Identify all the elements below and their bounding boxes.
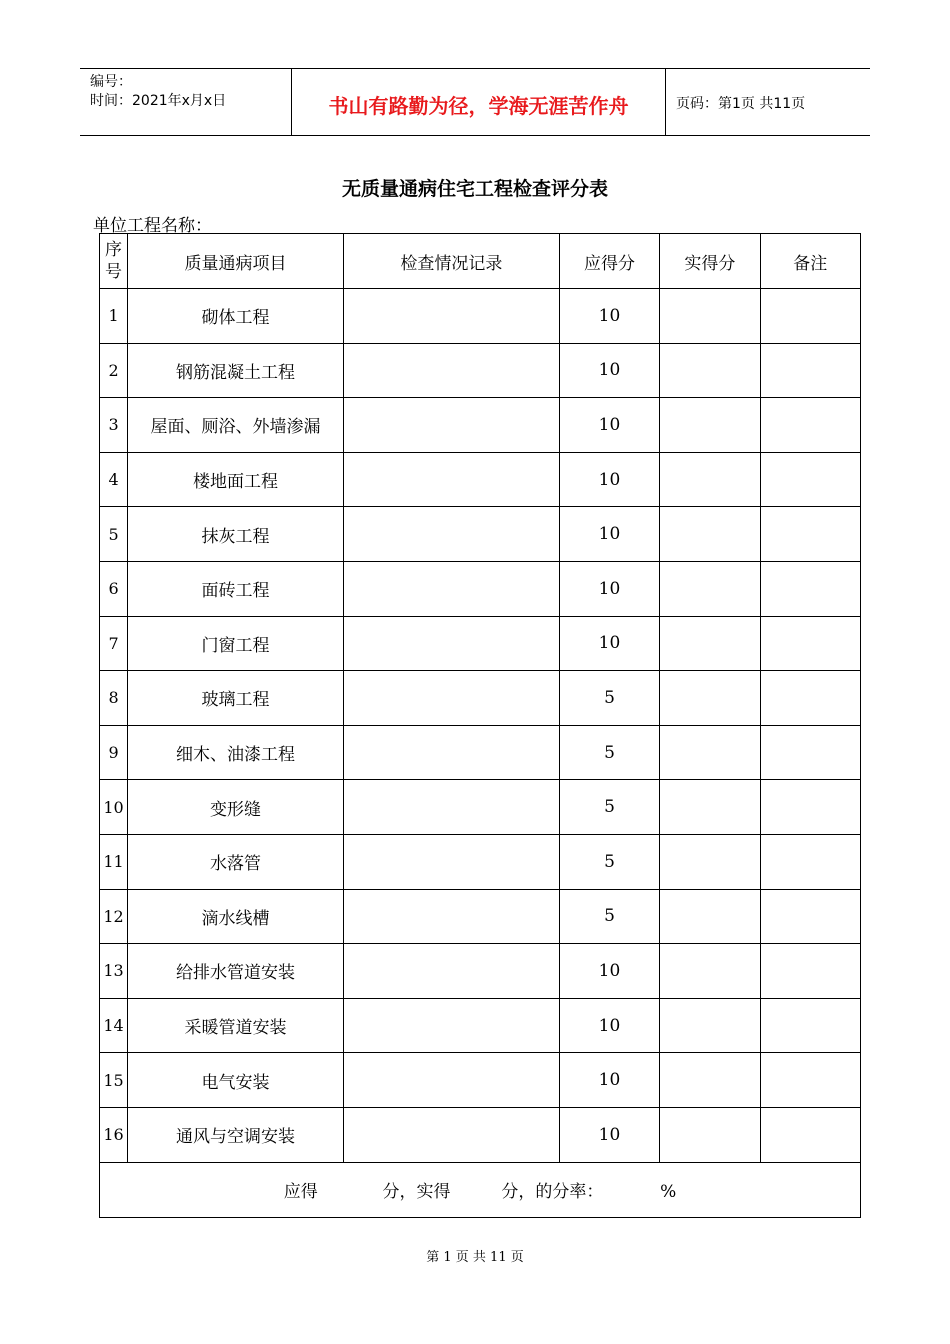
row-actual[interactable] [660,561,760,616]
row-actual[interactable] [660,780,760,835]
summary-percent: % [660,1182,677,1202]
row-record[interactable] [343,780,559,835]
time-label: 时间：2021年x月x日 [90,93,227,109]
document-header [80,68,870,136]
row-item: 钢筋混凝土工程 [128,343,344,398]
row-item: 电气安装 [128,1053,344,1108]
table-row [100,725,861,780]
table-row [100,398,861,453]
row-actual[interactable] [660,944,760,999]
row-note[interactable] [760,1107,860,1162]
row-note[interactable] [760,671,860,726]
header-no: 序号 [100,234,128,289]
row-actual[interactable] [660,452,760,507]
table-row [100,889,861,944]
table-row [100,289,861,344]
row-no: 11 [100,834,128,889]
row-due: 10 [559,343,659,398]
row-no: 6 [100,561,128,616]
row-actual[interactable] [660,343,760,398]
row-note[interactable] [760,834,860,889]
row-note[interactable] [760,1053,860,1108]
row-item: 抹灰工程 [128,507,344,562]
row-actual[interactable] [660,671,760,726]
header-due: 应得分 [559,234,659,289]
header-page-info: 页码：第1页 共11页 [666,69,871,136]
row-item: 楼地面工程 [128,452,344,507]
row-record[interactable] [343,671,559,726]
table-row [100,452,861,507]
document-title: 无质量通病住宅工程检查评分表 [341,178,608,200]
row-note[interactable] [760,725,860,780]
row-item: 采暖管道安装 [128,998,344,1053]
row-actual[interactable] [660,289,760,344]
table-row [100,343,861,398]
row-due: 10 [559,998,659,1053]
header-record: 检查情况记录 [343,234,559,289]
row-due: 5 [559,671,659,726]
row-actual[interactable] [660,1107,760,1162]
score-table [99,233,861,1218]
row-due: 10 [559,507,659,562]
summary-cell [100,1162,861,1217]
table-header-row [100,234,861,289]
row-record[interactable] [343,343,559,398]
row-note[interactable] [760,343,860,398]
header-motto: 书山有路勤为径，学海无涯苦作舟 [292,69,666,136]
row-note[interactable] [760,561,860,616]
row-record[interactable] [343,1107,559,1162]
header-meta [80,69,292,136]
row-no: 5 [100,507,128,562]
summary-rate-label: 分，的分率： [501,1182,604,1202]
row-no: 15 [100,1053,128,1108]
row-no: 12 [100,889,128,944]
row-no: 1 [100,289,128,344]
table-row [100,616,861,671]
row-record[interactable] [343,398,559,453]
row-item: 通风与空调安装 [128,1107,344,1162]
row-item: 水落管 [128,834,344,889]
row-note[interactable] [760,998,860,1053]
row-no: 13 [100,944,128,999]
row-item: 砌体工程 [128,289,344,344]
row-record[interactable] [343,616,559,671]
table-row [100,671,861,726]
row-no: 4 [100,452,128,507]
row-no: 14 [100,998,128,1053]
row-no: 2 [100,343,128,398]
row-actual[interactable] [660,1053,760,1108]
table-row [100,944,861,999]
row-due: 10 [559,616,659,671]
row-note[interactable] [760,889,860,944]
row-item: 细木、油漆工程 [128,725,344,780]
row-no: 8 [100,671,128,726]
row-due: 5 [559,780,659,835]
table-row [100,834,861,889]
row-record[interactable] [343,1053,559,1108]
row-actual[interactable] [660,889,760,944]
row-item: 给排水管道安装 [128,944,344,999]
summary-due-label: 应得 [283,1182,318,1202]
row-no: 7 [100,616,128,671]
row-record[interactable] [343,889,559,944]
table-row [100,1107,861,1162]
table-row [100,780,861,835]
row-note[interactable] [760,780,860,835]
row-note[interactable] [760,616,860,671]
row-record[interactable] [343,289,559,344]
row-no: 9 [100,725,128,780]
row-no: 10 [100,780,128,835]
row-actual[interactable] [660,998,760,1053]
row-record[interactable] [343,507,559,562]
unit-name-label: 单位工程名称： [93,216,212,236]
row-due: 10 [559,561,659,616]
table-row [100,998,861,1053]
row-record[interactable] [343,998,559,1053]
row-item: 门窗工程 [128,616,344,671]
row-item: 玻璃工程 [128,671,344,726]
table-row [100,1053,861,1108]
header-item: 质量通病项目 [128,234,344,289]
row-item: 屋面、厕浴、外墙渗漏 [128,398,344,453]
row-actual[interactable] [660,725,760,780]
row-actual[interactable] [660,398,760,453]
row-due: 10 [559,398,659,453]
row-note[interactable] [760,289,860,344]
row-due: 10 [559,289,659,344]
row-note[interactable] [760,452,860,507]
header-note: 备注 [760,234,860,289]
row-due: 5 [559,834,659,889]
row-note[interactable] [760,507,860,562]
page-footer: 第 1 页 共 11 页 [426,1250,524,1265]
row-note[interactable] [760,398,860,453]
row-item: 面砖工程 [128,561,344,616]
row-item: 滴水线槽 [128,889,344,944]
row-item: 变形缝 [128,780,344,835]
table-row [100,507,861,562]
row-due: 10 [559,1107,659,1162]
row-actual[interactable] [660,616,760,671]
summary-actual-label: 分，实得 [382,1182,451,1202]
summary-row [100,1162,861,1217]
row-actual[interactable] [660,507,760,562]
row-due: 5 [559,889,659,944]
row-actual[interactable] [660,834,760,889]
row-record[interactable] [343,944,559,999]
row-record[interactable] [343,725,559,780]
row-due: 10 [559,944,659,999]
row-record[interactable] [343,561,559,616]
row-record[interactable] [343,834,559,889]
row-due: 10 [559,452,659,507]
serial-label: 编号： [90,74,132,90]
row-note[interactable] [760,944,860,999]
table-row [100,561,861,616]
row-due: 10 [559,1053,659,1108]
header-actual: 实得分 [660,234,760,289]
row-record[interactable] [343,452,559,507]
row-due: 5 [559,725,659,780]
row-no: 16 [100,1107,128,1162]
row-no: 3 [100,398,128,453]
